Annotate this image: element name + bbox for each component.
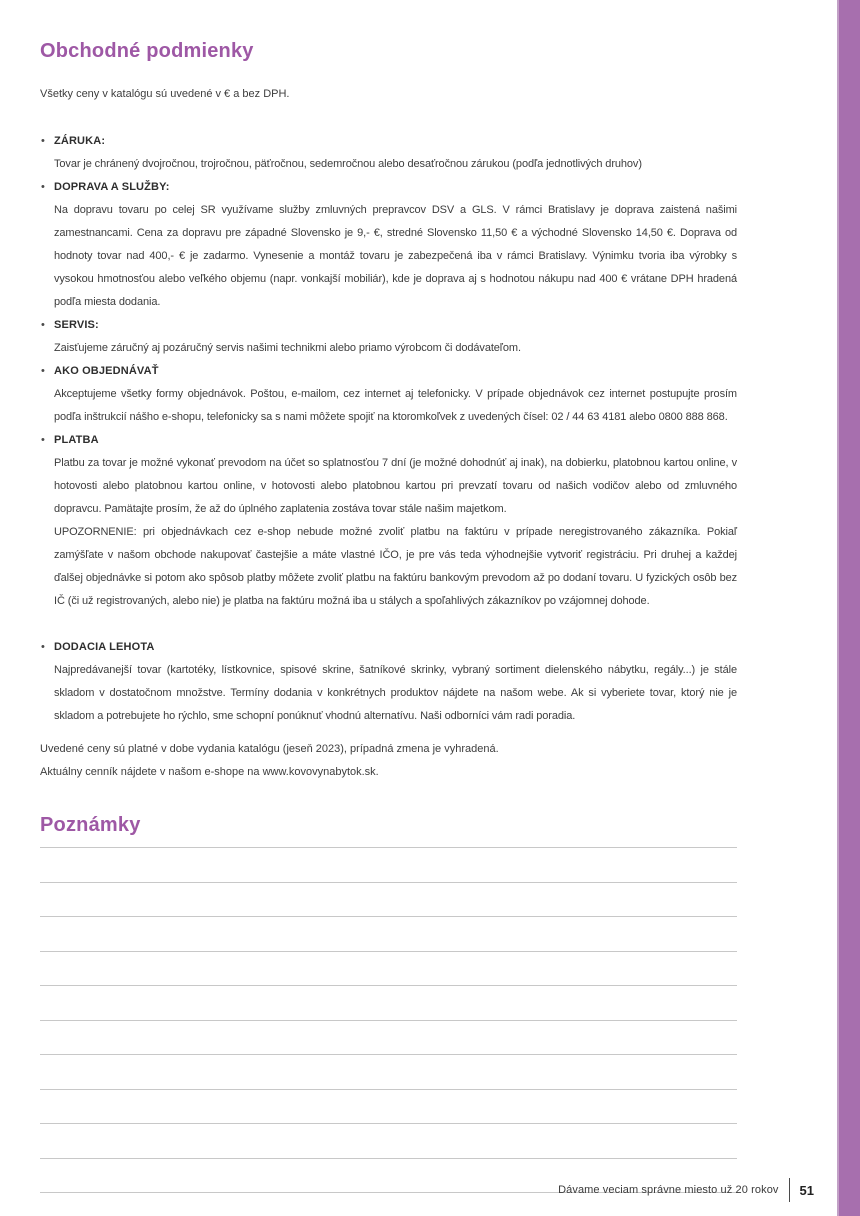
- closing-line: Uvedené ceny sú platné v dobe vydania katalógu (jeseň 2023), prípadná zmena je vyhradená.: [40, 743, 499, 755]
- intro-text: Všetky ceny v katalógu sú uvedené v € a bez DPH.: [40, 88, 290, 100]
- terms-section: [40, 636, 737, 728]
- terms-section: [40, 429, 737, 613]
- section-paragraphs: [54, 153, 737, 176]
- terms-section-list: [40, 130, 737, 728]
- note-line: [40, 837, 737, 848]
- note-line: [40, 1021, 737, 1056]
- page-footer: [558, 1178, 814, 1202]
- section-paragraphs: [54, 337, 737, 360]
- terms-section: [40, 314, 737, 360]
- section-title: • ZÁRUKA:: [54, 135, 106, 147]
- section-title: • DODACIA LEHOTA: [54, 641, 155, 653]
- note-line: [40, 986, 737, 1021]
- page-number: 51: [799, 1182, 814, 1198]
- section-paragraph: Najpredávanejší tovar (kartotéky, lístkovnice, spisové skrine, šatníkové skrinky, vybraný sortiment dielenského nábytku, regály...) je stále skladom v dostatočnom množstve. Termíny dodania v konkrétnych produktov nájdete na našom webe. Ak si vyberiete tovar, ktorý nie je skladom a potrebujete ho rýchlo, sme schopní ponúknuť vhodnú alternatívu. Naši odborníci vám radi poradia.: [54, 664, 737, 722]
- section-paragraph: Na dopravu tovaru po celej SR využívame služby zmluvných prepravcov DSV a GLS. V rámci Bratislavy je doprava zaistená našimi zamestnancami. Cena za dopravu pre západné Slovensko je 9,- €, stredné Slovensko 11,50 € a východné Slovensko 14,50 €. Doprava od hodnoty tovar nad 400,- € je zadarmo. Vynesenie a montáž tovaru je zabezpečená iba v rámci Bratislavy. Výnimku tvoria iba výrobky s vysokou hmotnosťou alebo veľkého objemu (napr. vonkajší mobiliár), kde je doprava aj s hodnotou nákupu nad 400 € vrátane DPH hradená podľa miesta dodania.: [54, 204, 737, 308]
- page-edge-bar: [837, 0, 860, 1216]
- terms-section: [40, 360, 737, 429]
- closing-notes: [40, 738, 737, 784]
- note-line: [40, 848, 737, 883]
- section-paragraph: Platbu za tovar je možné vykonať prevodom na účet so splatnosťou 7 dní (je možné dohodnúť aj inak), na dobierku, platobnou kartou online, v hotovosti alebo platobnou kartou online, v hotovosti alebo platobnou kartou pri prevzatí tovaru od našich vodičov alebo od zmluvného dopravcu. Pamätajte prosím, že až do úplného zaplatenia zostáva tovar stále našim majetkom.: [54, 457, 737, 515]
- section-title: • DOPRAVA A SLUŽBY:: [54, 181, 170, 193]
- note-line: [40, 1055, 737, 1090]
- section-title: • SERVIS:: [54, 319, 99, 331]
- note-line: [40, 952, 737, 987]
- note-line: [40, 917, 737, 952]
- closing-line: Aktuálny cenník nájdete v našom e-shope na www.kovovynabytok.sk.: [40, 766, 379, 778]
- section-paragraph: Zaisťujeme záručný aj pozáručný servis našimi technikmi alebo priamo výrobcom či dodávateľom.: [54, 342, 521, 354]
- terms-section: [40, 130, 737, 176]
- note-line: [40, 883, 737, 918]
- section-paragraph: Akceptujeme všetky formy objednávok. Poštou, e-mailom, cez internet aj telefonicky. V prípade objednávok cez internet postupujte prosím podľa inštrukcií nášho e-shopu, telefonicky sa s nami môžete spojiť na ktoromkoľvek z uvedených čísel: 02 / 44 63 4181 alebo 0800 888 868.: [54, 388, 737, 423]
- notes-title: Poznámky: [40, 814, 141, 836]
- section-title: • AKO OBJEDNÁVAŤ: [54, 365, 159, 377]
- page-title: Obchodné podmienky: [40, 40, 254, 62]
- section-paragraphs: [54, 383, 737, 429]
- section-paragraphs: [54, 199, 737, 314]
- footer-tagline: Dávame veciam správne miesto už 20 rokov: [558, 1184, 779, 1196]
- notes-ruled-lines: [40, 837, 737, 1193]
- terms-section: [40, 176, 737, 314]
- section-title: • PLATBA: [54, 434, 99, 446]
- footer-divider: [789, 1178, 790, 1202]
- page-content: [40, 40, 737, 1193]
- section-paragraph: UPOZORNENIE: pri objednávkach cez e-shop nebude možné zvoliť platbu na faktúru v prípade neregistrovaného zákazníka. Pokiaľ zamýšľate v našom obchode nakupovať častejšie a máte vlastné IČO, je pre vás teda výhodnejšie vytvoriť registráciu. Pri druhej a každej ďalšej objednávke si potom ako spôsob platby môžete zvoliť platbu na faktúru bankovým prevodom až po dodaní tovaru. U fyzických osôb bez IČ (či už registrovaných, alebo nie) je platba na faktúru možná iba u stálych a spoľahlivých zákazníkov po vzájomnej dohode.: [54, 526, 737, 607]
- section-paragraph: Tovar je chránený dvojročnou, trojročnou, päťročnou, sedemročnou alebo desaťročnou zárukou (podľa jednotlivých druhov): [54, 158, 642, 170]
- section-paragraphs: [54, 452, 737, 613]
- note-line: [40, 1124, 737, 1159]
- section-paragraphs: [54, 659, 737, 728]
- note-line: [40, 1090, 737, 1125]
